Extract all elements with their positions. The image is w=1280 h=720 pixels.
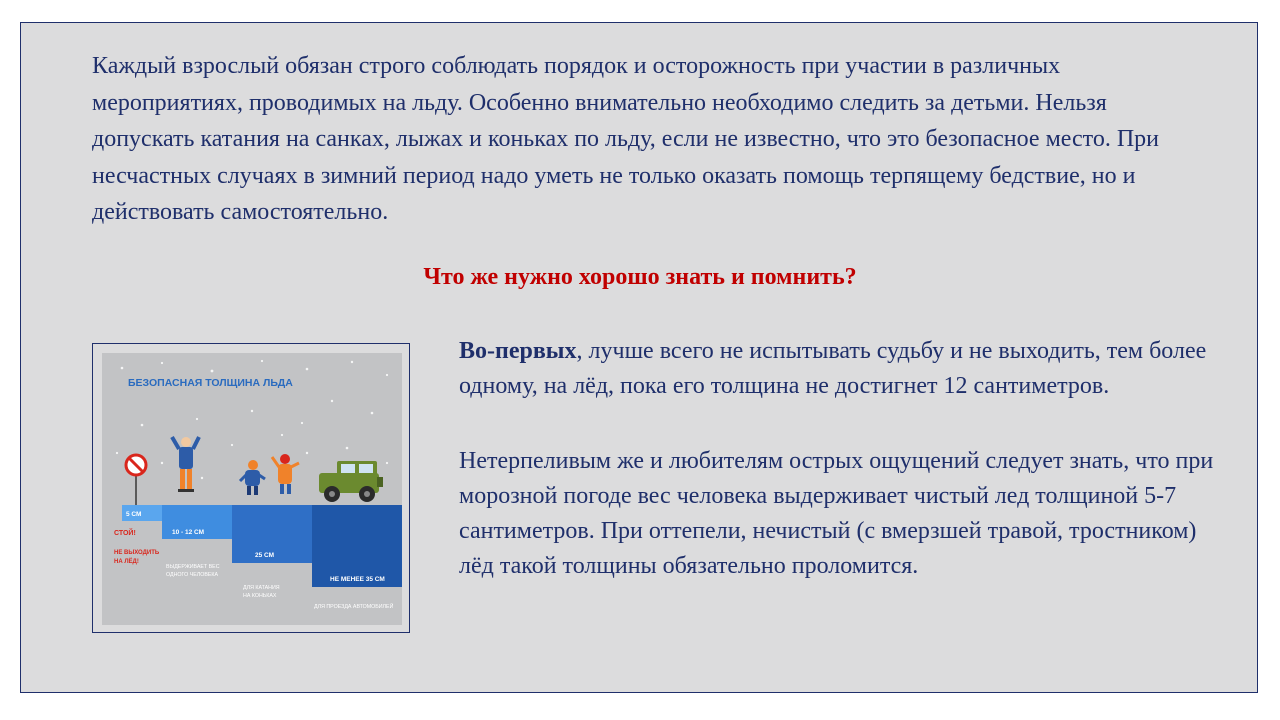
label-10-12cm: 10 - 12 СМ	[172, 529, 205, 536]
caption-no-exit-2: НА ЛЁД!	[114, 559, 139, 565]
first-point-text: , лучше всего не испытывать судьбу и не выходить, тем более одному, на лёд, пока его толщина не достигнет 12 сантиметров.	[459, 338, 1207, 399]
intro-paragraph: Каждый взрослый обязан строго соблюдать порядок и осторожность при участии в различных мероприятиях, проводимых на льду. Особенно внимательно необходимо следить за детьми. Нельзя допускать катания на санках, лыжах и коньках по льду, если не известно, что это безопасное место. При несчастных случаях в зимний период надо уметь не только оказать помощь терпящему бедствие, но и действовать самостоятельно.	[92, 53, 1160, 225]
label-25cm: 25 СМ	[255, 552, 275, 559]
infographic-title: БЕЗОПАСНАЯ ТОЛЩИНА ЛЬДА	[128, 377, 293, 389]
ice-thickness-infographic	[102, 353, 402, 625]
question-heading: Что же нужно хорошо знать и помнить?	[423, 264, 857, 290]
caption-no-exit-1: НЕ ВЫХОДИТЬ	[114, 550, 160, 556]
caption-skating-1: ДЛЯ КАТАНИЯ	[243, 585, 280, 591]
label-35cm: НЕ МЕНЕЕ 35 СМ	[330, 576, 385, 583]
first-point-paragraph	[459, 334, 1219, 404]
caption-one-person-2: ОДНОГО ЧЕЛОВЕКА	[166, 572, 219, 578]
second-paragraph: Нетерпеливым же и любителям острых ощущений следует знать, что при морозной погоде вес человека выдерживает чистый лед толщиной 5-7 сантиметров. При оттепели, нечистый (с вмерзшей травой, тростником) лёд такой толщины обязательно проломится.	[459, 448, 1214, 579]
infographic-frame	[92, 343, 410, 633]
label-5cm: 5 СМ	[126, 511, 142, 518]
caption-skating-2: НА КОНЬКАХ	[243, 593, 277, 599]
caption-stop: СТОЙ!	[114, 530, 136, 537]
ice-step-35cm	[312, 505, 402, 587]
caption-one-person-1: ВЫДЕРЖИВАЕТ ВЕС	[166, 564, 220, 570]
infographic-svg	[102, 353, 402, 625]
caption-cars: ДЛЯ ПРОЕЗДА АВТОМОБИЛЕЙ	[314, 604, 394, 610]
first-point-bold: Во-первых	[459, 338, 577, 364]
